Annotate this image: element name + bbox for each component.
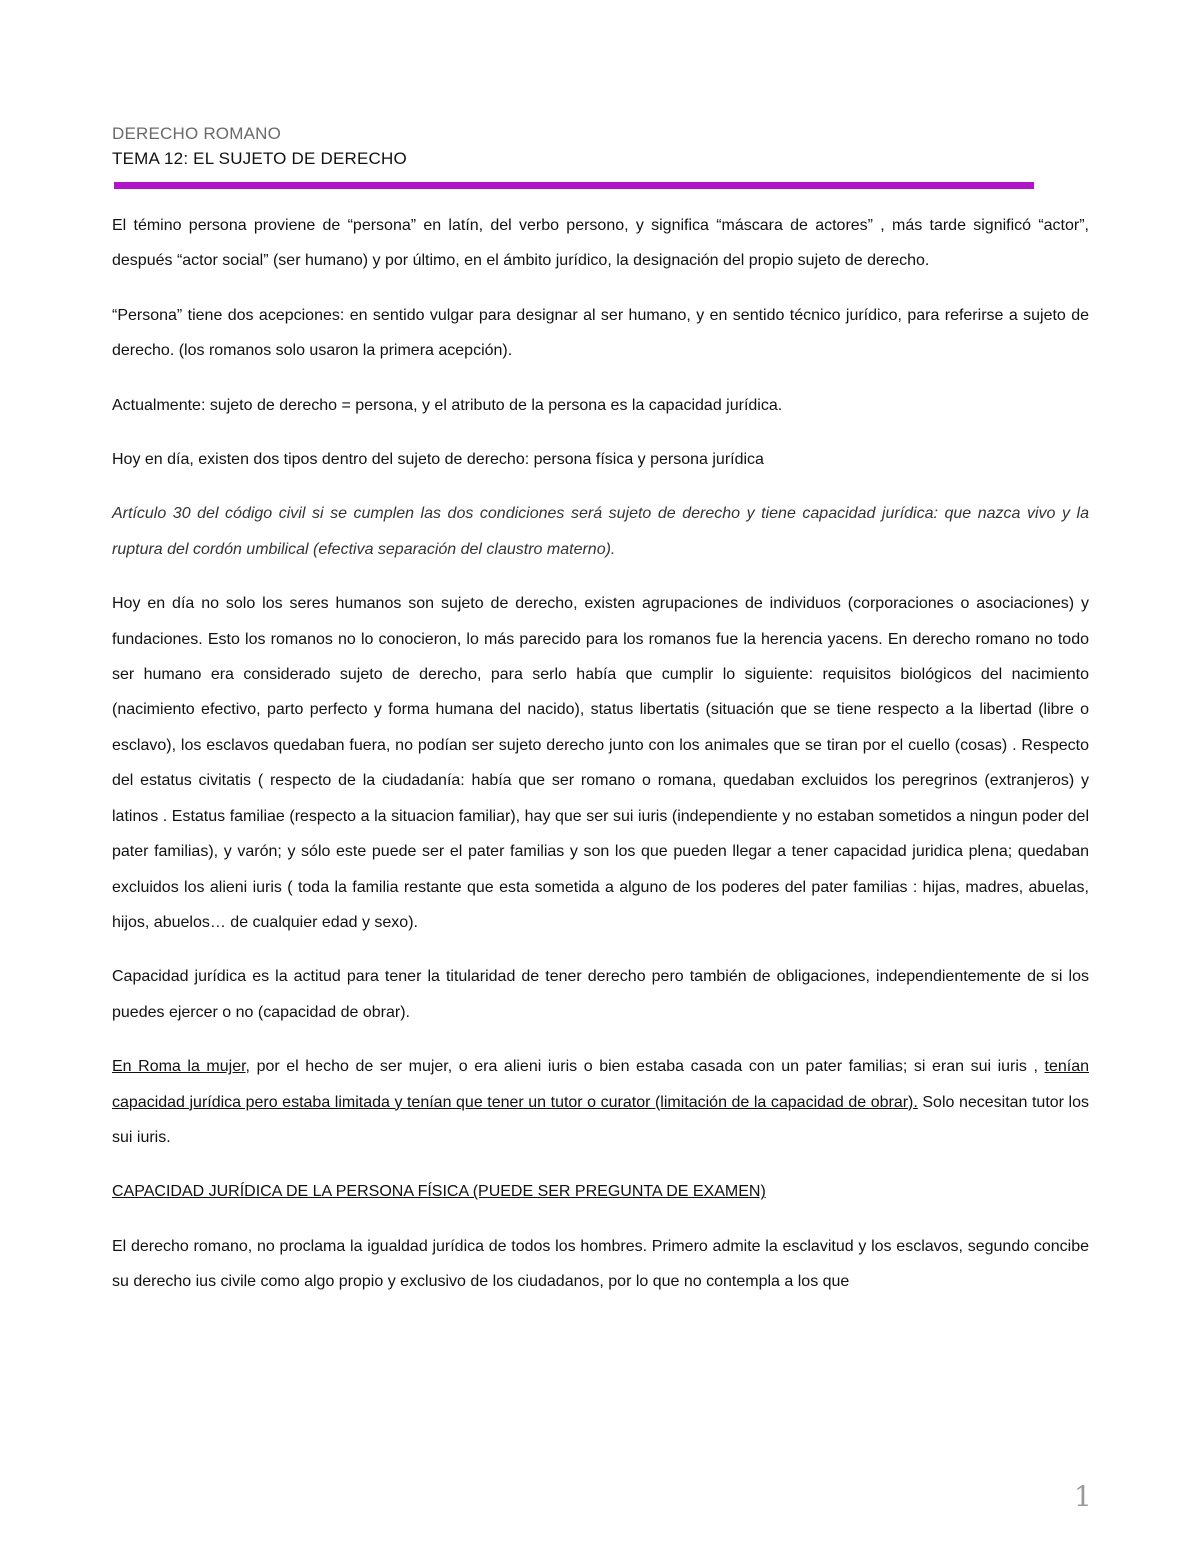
paragraph-igualdad: El derecho romano, no proclama la igualdad jurídica de todos los hombres. Primero admite la esclavitud y los esclavos, segundo concibe su derecho ius civile como algo propio y exclusivo de los ciudadanos, por lo que no contempla a los que [112,1237,1089,1291]
paragraph-tipos: Hoy en día, existen dos tipos dentro del sujeto de derecho: persona física y persona jurídica [112,451,764,469]
paragraph-term-origin: El témino persona proviene de “persona” en latín, del verbo persono, y significa “máscara de actores” , más tarde significó “actor”, después “actor social” (ser humano) y por último, en el ámbito jurídico, la designación del propio sujeto de derecho. [112,217,1089,270]
plain-phrase: , por el hecho de ser mujer, o era alieni iuris o bien estaba casada con un pater familias; si eran sui iuris , [245,1058,1045,1076]
section-heading: CAPACIDAD JURÍDICA DE LA PERSONA FÍSICA (PUEDE SER PREGUNTA DE EXAMEN) [112,1183,766,1201]
underlined-phrase: En Roma la mujer [112,1058,246,1076]
underlined-phrase: tenían capacidad jurídica pero estaba limitada y tenían que tener un tutor o curator (limitación de la capacidad de obrar). [112,1058,1089,1111]
paragraph-requisitos-text: En derecho romano no todo ser humano era considerado sujeto de derecho, para serlo había que cumplir lo siguiente: requisitos biológicos del nacimiento (nacimiento efectivo, parto perfecto y forma humana del nacido), status libertatis (situación que se tiene respecto a la libertad (libre o esclavo), los esclavos quedaban fuera, no podían ser sujeto derecho junto con los animales que se tiran por el cuello (cosas) . Respecto del estatus civitatis ( respecto de la ciudadanía: había que ser romano o romana, quedaban excluidos los peregrinos (extranjeros) y latinos . Estatus familiae (respecto a la situacion familiar), hay que ser sui iuris (independiente y no estaban sometidos a ningun poder del pater familias), y varón; y sólo este puede ser el pater familias y son los que pueden llegar a tener capacidad juridica plena; quedaban excluidos los alieni iuris ( toda la familia restante que esta sometida a alguno de los poderes del pater familias : hijas, madres, abuelas, hijos, abuelos… de cualquier edad y sexo). [112,630,1090,931]
paragraph-articulo-30: Artículo 30 del código civil si se cumplen las dos condiciones será sujeto de derecho y tiene capacidad jurídica: que nazca vivo y la ruptura del cordón umbilical (efectiva separación del claustro materno). [112,505,1089,558]
paragraph-actualmente: Actualmente: sujeto de derecho = persona, y el atributo de la persona es la capacidad jurídica. [112,396,783,414]
paragraph-acepciones: “Persona” tiene dos acepciones: en sentido vulgar para designar al ser humano, y en sentido técnico jurídico, para referirse a sujeto de derecho. (los romanos solo usaron la primera acepción). [112,306,1089,360]
course-title: DERECHO ROMANO [112,124,282,143]
document-body [112,208,1089,1319]
page-number: 1 [1074,1480,1092,1513]
header-divider [114,182,1034,189]
paragraph-agrupaciones-text: Hoy en día no solo los seres humanos son sujeto de derecho, existen agrupaciones de individuos (corporaciones o asociaciones) y fundaciones. Esto los romanos no lo conocieron, lo más parecido para los romanos fue la herencia yacens. [112,595,1089,648]
plain-phrase: Solo necesitan tutor los sui iuris. [112,1093,1089,1146]
paragraph-agrupaciones [112,586,1089,940]
paragraph-mujer-roma [112,1049,1089,1155]
topic-title: TEMA 12: EL SUJETO DE DERECHO [112,149,407,168]
paragraph-capacidad-juridica: Capacidad jurídica es la actitud para tener la titularidad de tener derecho pero también de obligaciones, independientemente de si los puedes ejercer o no (capacidad de obrar). [112,968,1089,1021]
